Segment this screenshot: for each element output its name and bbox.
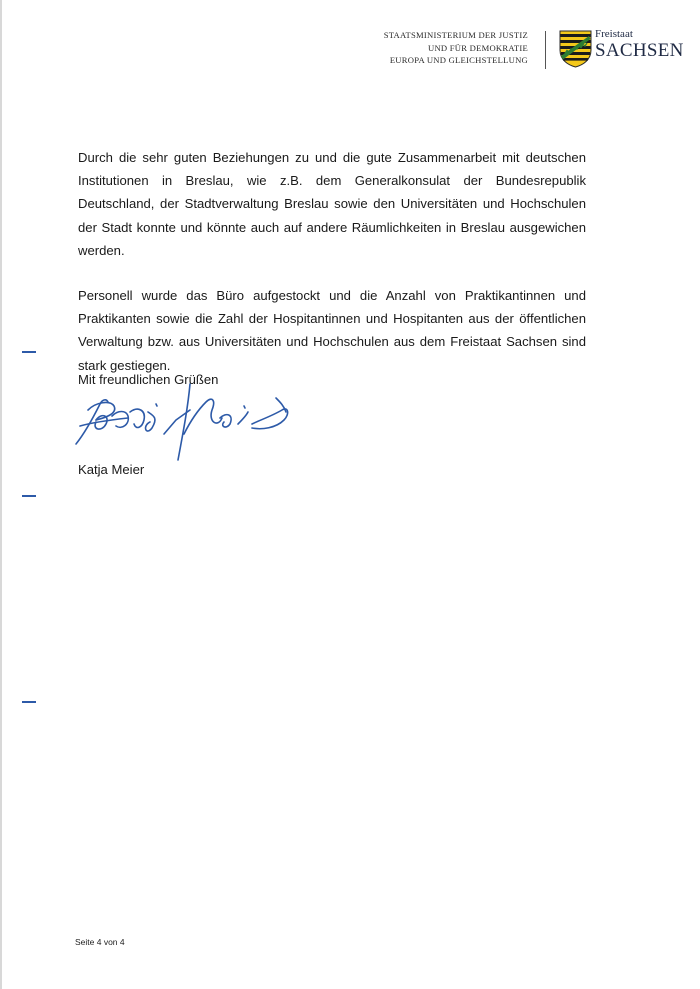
brand-small: Freistaat — [595, 28, 633, 40]
body-paragraph: Durch die sehr guten Beziehungen zu und die gute Zusammenarbeit mit deutschen Institutionen in Breslau, wie z.B. dem Generalkonsulat der Bundesrepublik Deutschland, der Stadtverwaltung Breslau sowie den Universitäten und Hochschulen der Stadt konnte und könnte auch auf andere Räumlichkeiten in Breslau ausgewichen werden. — [78, 150, 586, 258]
brand-large: SACHSEN — [595, 40, 684, 61]
freistaat-sachsen-wordmark — [595, 29, 684, 60]
saxony-coat-of-arms-logo — [559, 30, 592, 68]
closing-salutation: Mit freundlichen Grüßen — [78, 372, 219, 387]
punch-mark — [22, 701, 36, 703]
fold-mark — [22, 495, 36, 497]
body-paragraph: Personell wurde das Büro aufgestockt und die Anzahl von Praktikantinnen und Praktikanten sowie die Zahl der Hospitantinnen und Hospitanten aus der öffentlichen Verwaltung bzw. aus Universitäten und Hochschulen aus dem Freistaat Sachsen sind stark gestiegen. — [78, 288, 586, 373]
letter-body — [78, 146, 586, 399]
ministry-line-3: EUROPA UND GLEICHSTELLUNG — [389, 55, 528, 65]
ministry-line-2: UND FÜR DEMOKRATIE — [428, 42, 528, 53]
signer-name: Katja Meier — [78, 462, 145, 477]
ministry-name — [384, 29, 528, 67]
handwritten-signature — [66, 376, 296, 468]
page-number: Seite 4 von 4 — [75, 937, 125, 947]
fold-mark — [22, 351, 36, 353]
page-edge — [0, 0, 2, 989]
letterhead — [330, 29, 690, 73]
header-divider — [545, 31, 546, 69]
ministry-line-1: STAATSMINISTERIUM DER JUSTIZ — [383, 30, 528, 40]
